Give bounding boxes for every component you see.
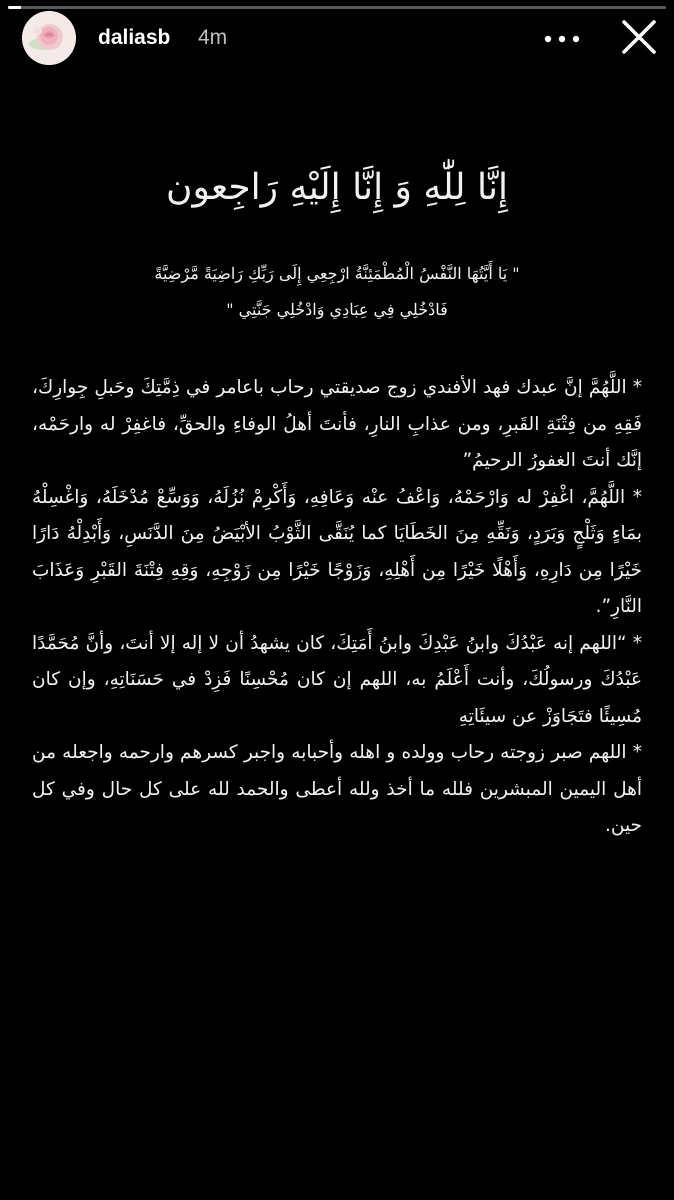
prayer-text — [30, 370, 644, 845]
story-content — [30, 160, 644, 845]
story-timestamp: 4m — [198, 26, 228, 49]
prayer-paragraph: * اللَّهُمَّ إنَّ عبدك فهد الأفندي زوج صديقتي رحاب باعامر في ذِمَّتِكَ وحَبلِ جِوارِكَ، فَقِهِ من فِتْنَةِ القَبرِ، ومن عذابِ النارِ، فأنتَ أهلُ الوفاءِ والحقِّ، فاغفِرْ له وارحَمْه، إنَّك أنتَ الغفورُ الرحيمُ” — [32, 377, 642, 471]
story-progress-bar — [8, 6, 666, 9]
more-dots-icon[interactable] — [540, 24, 584, 54]
prayer-paragraph: * اللَّهُمَّ، اغْفِرْ له وَارْحَمْهُ، وَاعْفُ عنْه وَعَافِهِ، وَأَكْرِمْ نُزُلَهُ، وَوَسِّعْ مُدْخَلَهُ، وَاغْسِلْهُ بمَاءٍ وَثَلْجٍ وَبَرَدٍ، وَنَقِّهِ مِنَ الخَطَايَا كما يُنَقَّى الثَّوْبُ الأبْيَضُ مِنَ الدَّنَسِ، وَأَبْدِلْهُ دَارًا خَيْرًا مِن دَارِهِ، وَأَهْلًا خَيْرًا مِن أَهْلِهِ، وَزَوْجًا خَيْرًا مِن زَوْجِهِ، وَقِهِ فِتْنَةَ القَبْرِ وَعَذَابَ النَّارِ”. — [32, 486, 642, 617]
prayer-paragraph: * اللهم صبر زوجته رحاب وولده و اهله وأحبابه واجبر كسرهم وارحمه واجعله من أهل اليمين المبشرين فلله ما أخذ ولله أعطى والحمد لله على كل حال وفي كل حين. — [32, 742, 642, 836]
username[interactable]: daliasb — [98, 26, 171, 49]
quran-verse — [87, 256, 587, 328]
story-header — [0, 10, 674, 70]
prayer-paragraph: * “اللهم إنه عَبْدُكَ وابنُ عَبْدِكَ وابنُ أَمَتِكَ، كان يشهدُ أن لا إله إلا أنتَ، وأنَّ مُحَمَّدًا عَبْدُكَ ورسولُكَ، وأنت أَعْلَمُ به، اللهم إن كان مُحْسِنًا فَزِدْ في حَسَنَاتِهِ، وإن كان مُسِيئًا فتَجَاوَزْ عن سيئَاتِهِ — [32, 632, 642, 727]
close-icon[interactable] — [618, 16, 660, 58]
verse-line: " يَا أَيَّتُهَا النَّفْسُ الْمُطْمَئِنَّةُ ارْجِعِي إِلَى رَبِّكِ رَاضِيَةً مَّرْضِيَّةً — [154, 264, 520, 283]
story-progress-fill — [8, 6, 21, 9]
story-title: إِنَّا لِلّٰهِ وَ إِنَّا إِلَيْهِ رَاجِعون — [166, 167, 508, 208]
rose-avatar-icon[interactable] — [22, 11, 76, 65]
verse-line: فَادْخُلِي فِي عِبَادِي وَادْخُلِي جَنَّتِي " — [226, 300, 448, 319]
